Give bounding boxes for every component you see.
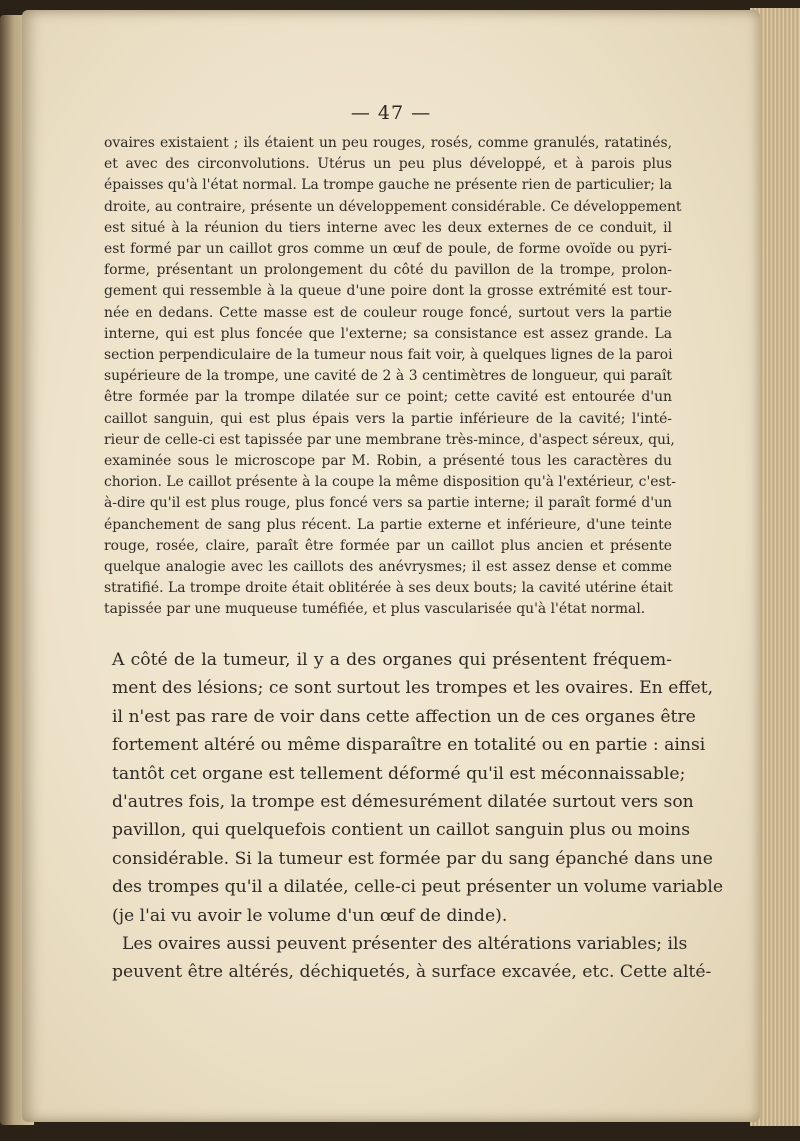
text-line: fortement altéré ou même disparaître en totalité ou en partie : ainsi <box>112 735 706 756</box>
text-line: rieur de celle-ci est tapissée par une membrane très-mince, d'aspect séreux, qui, <box>104 431 675 448</box>
text-line: Les ovaires aussi peuvent présenter des altérations variables; ils <box>122 934 688 955</box>
text-line: épaisses qu'à l'état normal. La trompe gauche ne présente rien de particulier; la <box>104 177 673 194</box>
text-line: épanchement de sang plus récent. La partie externe et inférieure, d'une teinte <box>104 516 672 533</box>
text-line: droite, au contraire, présente un développement considérable. Ce développement <box>104 198 682 215</box>
text-line: pavillon, qui quelquefois contient un caillot sanguin plus ou moins <box>112 820 691 841</box>
text-line: supérieure de la trompe, une cavité de 2 à 3 centimètres de longueur, qui paraît <box>104 368 672 385</box>
text-line: tantôt cet organe est tellement déformé qu'il est méconnaissable; <box>112 763 686 784</box>
text-line: stratifié. La trompe droite était oblitérée à ses deux bouts; la cavité utérine était <box>104 580 673 597</box>
text-line: d'autres fois, la trompe est démesurément dilatée surtout vers son <box>112 792 694 813</box>
text-line: A côté de la tumeur, il y a des organes qui présentent fréquem- <box>112 650 672 670</box>
text-line: forme, présentant un prolongement du côté du pavillon de la trompe, prolon- <box>104 262 672 279</box>
discussion-paragraphs <box>112 646 723 987</box>
book-page <box>22 10 760 1122</box>
text-line: caillot sanguin, qui est plus épais vers la partie inférieure de la cavité; l'inté- <box>104 410 672 427</box>
text-line: quelque analogie avec les caillots des anévrysmes; il est assez dense et comme <box>104 559 672 576</box>
text-line: des trompes qu'il a dilatée, celle-ci peut présenter un volume variable <box>112 877 723 898</box>
text-line: est situé à la réunion du tiers interne avec les deux externes de ce conduit, il <box>104 219 672 236</box>
text-line: et avec des circonvolutions. Utérus un peu plus développé, et à parois plus <box>104 156 672 173</box>
text-line: ovaires existaient ; ils étaient un peu rouges, rosés, comme granulés, ratatinés, <box>104 135 672 151</box>
text-line: est formé par un caillot gros comme un œuf de poule, de forme ovoïde ou pyri- <box>104 241 672 258</box>
text-line: peuvent être altérés, déchiquetés, à surface excavée, etc. Cette alté- <box>112 962 712 983</box>
text-line: née en dedans. Cette masse est de couleur rouge foncé, surtout vers la partie <box>104 304 672 321</box>
text-line: tapissée par une muqueuse tuméfiée, et plus vascularisée qu'à l'état normal. <box>104 601 646 618</box>
text-line: examinée sous le microscope par M. Robin, a présenté tous les caractères du <box>104 453 672 470</box>
observation-paragraph <box>104 133 682 621</box>
text-line: chorion. Le caillot présente à la coupe la même disposition qu'à l'extérieur, c'est- <box>104 474 676 491</box>
text-line: considérable. Si la tumeur est formée par du sang épanché dans une <box>112 848 713 869</box>
text-line: il n'est pas rare de voir dans cette affection un de ces organes être <box>112 706 696 727</box>
text-line: rouge, rosée, claire, paraît être formée par un caillot plus ancien et présente <box>104 537 672 554</box>
text-line: section perpendiculaire de la tumeur nous fait voir, à quelques lignes de la paroi <box>104 347 673 364</box>
text-line: gement qui ressemble à la queue d'une poire dont la grosse extrémité est tour- <box>104 283 672 300</box>
text-line: interne, qui est plus foncée que l'externe; sa consistance est assez grande. La <box>104 325 672 342</box>
text-line: à-dire qu'il est plus rouge, plus foncé vers sa partie interne; il paraît formé d'un <box>104 495 672 512</box>
text-line: (je l'ai vu avoir le volume d'un œuf de dinde). <box>112 905 508 926</box>
page-number: — 47 — <box>350 102 432 124</box>
text-line: ment des lésions; ce sont surtout les trompes et les ovaires. En effet, <box>112 678 714 699</box>
text-line: être formée par la trompe dilatée sur ce point; cette cavité est entourée d'un <box>104 389 672 406</box>
